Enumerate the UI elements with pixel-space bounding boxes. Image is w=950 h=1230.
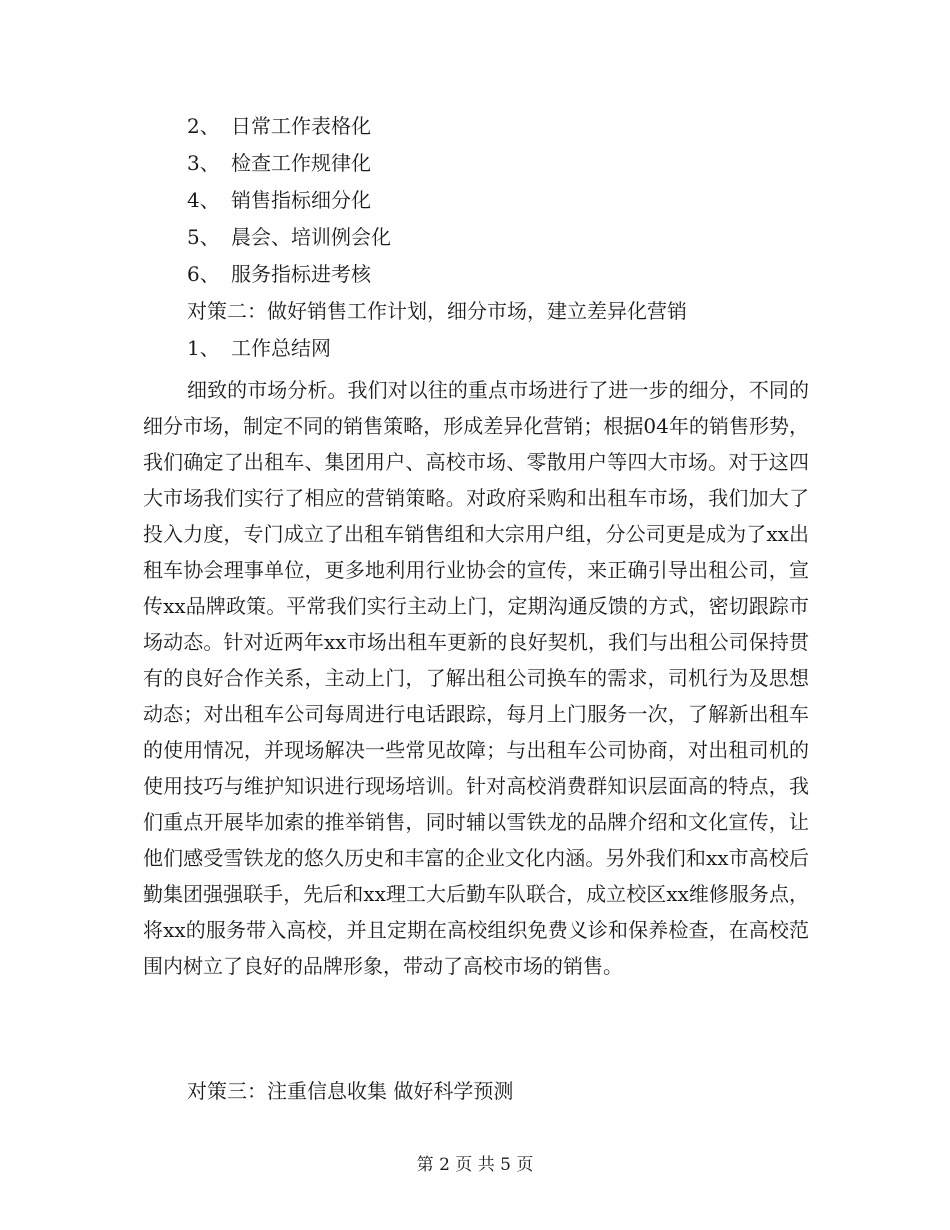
list-item-text: 检查工作规律化 bbox=[231, 151, 371, 175]
list-item-number: 6、 bbox=[187, 262, 220, 286]
list-item-text: 工作总结网 bbox=[231, 336, 331, 360]
list-item-text: 销售指标细分化 bbox=[231, 188, 371, 212]
list-item bbox=[187, 225, 391, 249]
strategy-three-heading: 对策三：注重信息收集 做好科学预测 bbox=[187, 1079, 514, 1103]
page-footer: 第 2 页 共 5 页 bbox=[416, 1155, 534, 1175]
list-item-text: 服务指标进考核 bbox=[231, 262, 371, 286]
list-item-text: 日常工作表格化 bbox=[231, 114, 371, 138]
list-item bbox=[187, 188, 371, 212]
list-item-number: 2、 bbox=[187, 114, 220, 138]
list-item bbox=[187, 262, 371, 286]
list-item bbox=[187, 151, 371, 175]
list-item-number: 4、 bbox=[187, 188, 220, 212]
strategy-two-heading: 对策二：做好销售工作计划，细分市场，建立差异化营销 bbox=[187, 299, 687, 323]
list-item bbox=[187, 114, 371, 138]
list-item-number: 1、 bbox=[187, 336, 220, 360]
body-paragraph: 细致的市场分析。我们对以往的重点市场进行了进一步的细分，不同的细分市场，制定不同的销售策略，形成差异化营销；根据04年的销售形势，我们确定了出租车、集团用户、高校市场、零散用户等四大市场。对于这四大市场我们实行了相应的营销策略。对政府采购和出租车市场，我们加大了投入力度，专门成立了出租车销售组和大宗用户组，分公司更是成为了xx出租车协会理事单位，更多地利用行业协会的宣传，来正确引导出租公司，宣传xx品牌政策。平常我们实行主动上门，定期沟通反馈的方式，密切跟踪市场动态。针对近两年xx市场出租车更新的良好契机，我们与出租公司保持贯有的良好合作关系，主动上门，了解出租公司换车的需求，司机行为及思想动态；对出租车公司每周进行电话跟踪，每月上门服务一次，了解新出租车的使用情况，并现场解决一些常见故障；与出租车公司协商，对出租司机的使用技巧与维护知识进行现场培训。针对高校消费群知识层面高的特点，我们重点开展毕加索的推举销售，同时辅以雪铁龙的品牌介绍和文化宣传，让他们感受雪铁龙的悠久历史和丰富的企业文化内涵。另外我们和xx市高校后勤集团强强联手，先后和xx理工大后勤车队联合，成立校区xx维修服务点，将xx的服务带入高校，并且定期在高校组织免费义诊和保养检查，在高校范围内树立了良好的品牌形象，带动了高校市场的销售。 bbox=[143, 378, 809, 978]
sub-list-item bbox=[187, 336, 331, 360]
list-item-text: 晨会、培训例会化 bbox=[231, 225, 391, 249]
list-item-number: 3、 bbox=[187, 151, 220, 175]
list-item-number: 5、 bbox=[187, 225, 220, 249]
